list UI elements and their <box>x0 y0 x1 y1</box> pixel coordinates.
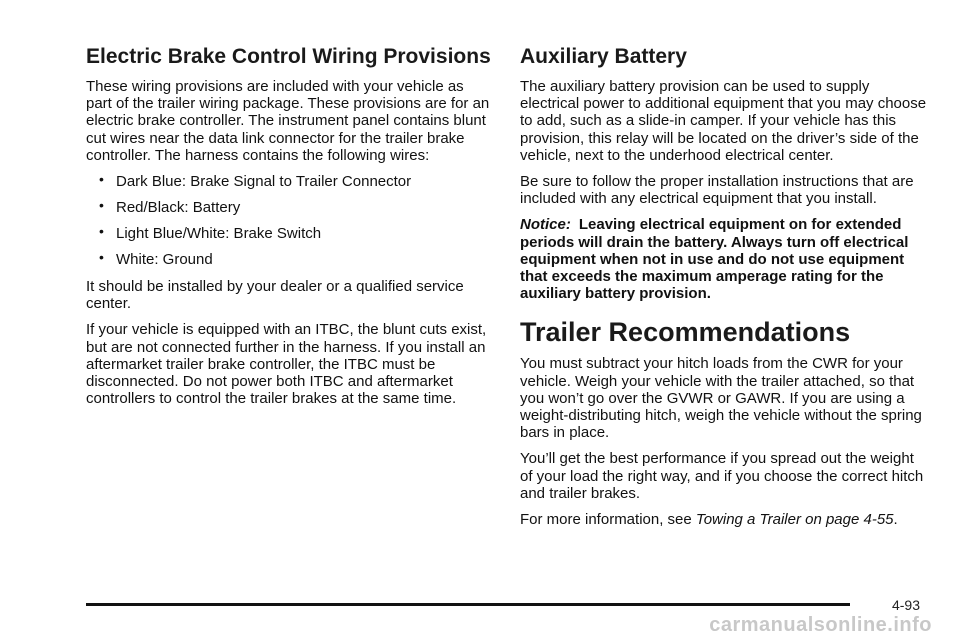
more-info-prefix: For more information, see <box>520 511 696 529</box>
section-heading-trailer-recommendations: Trailer Recommendations <box>520 317 851 348</box>
bullet-icon: • <box>99 171 104 188</box>
wire-list <box>86 173 492 268</box>
paragraph-aux-install: Be sure to follow the proper installation instructions that are included with any electrical equipment that you install. <box>520 173 914 208</box>
list-item <box>86 225 492 242</box>
wire-item-text: Light Blue/White: Brake Switch <box>116 225 322 243</box>
section-heading-auxiliary-battery: Auxiliary Battery <box>520 45 687 68</box>
bullet-icon: • <box>99 223 104 240</box>
notice-text: Leaving electrical equipment on for extended periods will drain the battery. Always turn off electrical equipment when not in use and do not use equipment that exceeds the maximum amperage rating for the auxiliary battery provision. <box>520 216 909 303</box>
wire-item-text: Red/Black: Battery <box>116 199 241 217</box>
bullet-icon: • <box>99 197 104 214</box>
paragraph-hitch-loads: You must subtract your hitch loads from the CWR for your vehicle. Weigh your vehicle with the trailer attached, so that you won’t go over the GVWR or GAWR. If you are using a weight-distributing hitch, weigh the vehicle without the spring bars in place. <box>520 355 922 442</box>
list-item <box>86 251 492 268</box>
cross-reference-link[interactable]: Towing a Trailer on page 4-55 <box>695 511 894 529</box>
notice-block <box>520 216 930 302</box>
wire-item-text: White: Ground <box>116 251 213 269</box>
section-heading-brake-wiring: Electric Brake Control Wiring Provisions <box>86 45 491 68</box>
notice-label: Notice: <box>520 216 571 234</box>
bullet-icon: • <box>99 249 104 266</box>
right-column <box>520 44 930 537</box>
paragraph-itbc: If your vehicle is equipped with an ITBC, the blunt cuts exist, but are not connected further in the harness. If you install an aftermarket trailer brake controller, the ITBC must be disconnected. Do not power both ITBC and aftermarket controllers to control the trailer brakes at the same time. <box>86 321 487 408</box>
left-column <box>86 44 492 416</box>
paragraph-performance: You’ll get the best performance if you spread out the weight of your load the right way, and if you choose the correct hitch and trailer brakes. <box>520 450 924 502</box>
footer-rule <box>86 603 850 606</box>
page-number: 4-93 <box>891 597 920 613</box>
paragraph-aux-battery: The auxiliary battery provision can be used to supply electrical power to additional equipment that you may choose to add, such as a slide-in camper. If your vehicle has this provision, this relay will be located on the driver’s side of the vehicle, next to the underhood electrical center. <box>520 78 927 164</box>
paragraph-more-info <box>520 511 930 528</box>
list-item <box>86 173 492 190</box>
wire-item-text: Dark Blue: Brake Signal to Trailer Connector <box>116 173 412 191</box>
list-item <box>86 199 492 216</box>
paragraph-wiring-intro: These wiring provisions are included with your vehicle as part of the trailer wiring package. These provisions are for an electric brake controller. The instrument panel contains blunt cut wires near the data link connector for the trailer brake controller. The harness contains the following wires: <box>86 78 490 164</box>
more-info-suffix: . <box>893 511 898 529</box>
watermark-text: carmanualsonline.info <box>709 614 932 636</box>
paragraph-installation: It should be installed by your dealer or a qualified service center. <box>86 278 464 313</box>
